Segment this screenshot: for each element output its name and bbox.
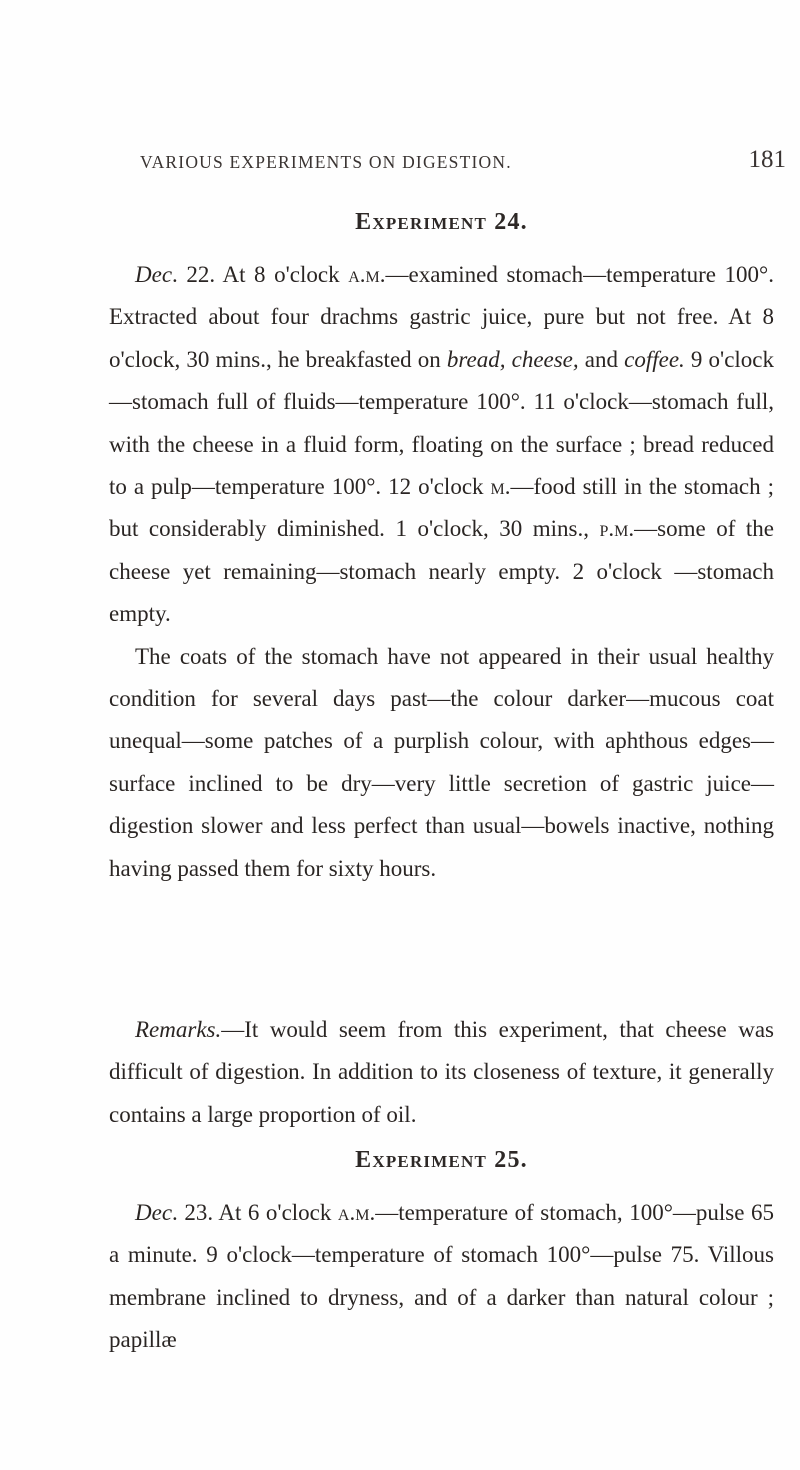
remarks-paragraph [109, 1009, 774, 1136]
food-coffee: coffee. [624, 346, 685, 372]
experiment-25-paragraph-1: Dec. 23. At 6 o'clock a.m.—temperature of stomach, 100°—pulse 65 a minute. 9 o'clock—temperature of stomach 100°—pulse 75. Villous membrane inclined to dryness, and of a darker than natural colour ; papillæ [109, 1200, 774, 1353]
food-list: bread, cheese, [446, 346, 579, 372]
date-label: Dec [135, 1200, 173, 1225]
experiment-24-paragraph-1: Dec. 22. At 8 o'clock a.m.—examined stomach—temperature 100°. Extracted about four drachms gastric juice, pure but not free. At 8 o'clock, 30 mins., he breakfasted on bread, cheese, and coffee. 9 o'clock—stomach full of fluids—temperature 100°. 11 o'clock—stomach full, with the cheese in a fluid form, floating on the surface ; bread reduced to a pulp—temperature 100°. 12 o'clock m.—food still in the stomach ; but considerably diminished. 1 o'clock, 30 mins., p.m.—some of the cheese yet remaining—stomach nearly empty. 2 o'clock —stomach empty. [109, 262, 775, 627]
remarks-block [109, 1009, 774, 1136]
experiment-24-paragraph-2: The coats of the stomach have not appeared in their usual healthy condition for several days past—the colour darker—mucous coat unequal—some patches of a purplish colour, with aphthous edges—surface inclined to be dry—very little secretion of gastric juice—digestion slower and less perfect than usual—bowels inactive, nothing having passed them for sixty hours. [109, 643, 774, 881]
experiment-24-body [109, 254, 774, 890]
experiment-25-body [109, 1192, 774, 1362]
running-title: VARIOUS EXPERIMENTS ON DIGESTION. [140, 152, 512, 172]
experiment-24-heading: Experiment 24. [355, 209, 528, 235]
page-number: 181 [748, 146, 786, 173]
experiment-24-heading-block [109, 204, 774, 240]
date-label: Dec [135, 262, 173, 287]
remarks-label: Remarks. [135, 1017, 222, 1042]
experiment-25-heading-block [109, 1142, 774, 1178]
remarks-text: —It would seem from this experiment, that cheese was difficult of digestion. In addition to its closeness of texture, it generally contains a large proportion of oil. [109, 1017, 774, 1127]
experiment-25-heading: Experiment 25. [355, 1147, 528, 1173]
running-head [140, 146, 786, 184]
